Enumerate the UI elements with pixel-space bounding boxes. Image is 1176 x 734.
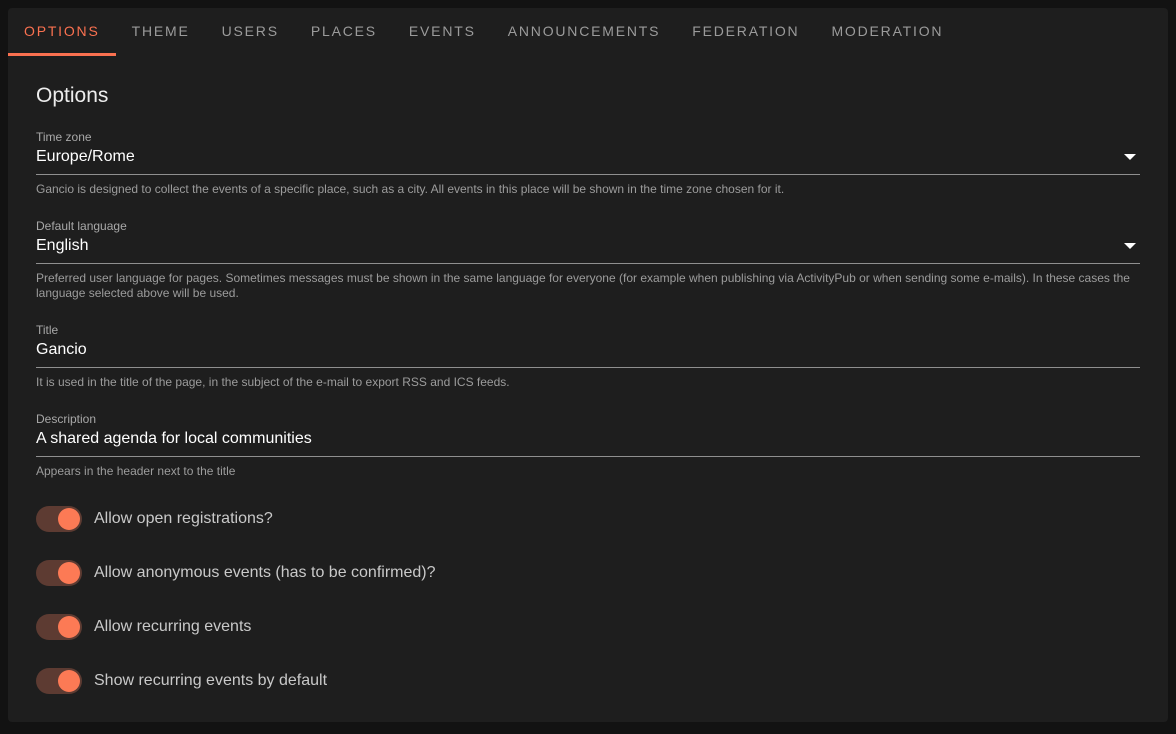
toggle-list [36,505,1140,695]
language-hint: Preferred user language for pages. Sometimes messages must be shown in the same language for everyone (for example when publishing via ActivityPub or when sending some e-mails). In these cases the language selected above will be used. [36,271,1130,300]
toggle-row-recurring-events [36,613,1140,641]
recurring-events-toggle[interactable] [36,614,82,640]
tab-federation[interactable]: FEDERATION [692,22,800,39]
timezone-value: Europe/Rome [36,148,135,165]
admin-panel-card [8,8,1168,722]
tab-places[interactable]: PLACES [310,22,377,39]
options-panel [8,84,1168,695]
language-field [36,219,1140,301]
toggle-row-anonymous-events [36,559,1140,587]
tab-options[interactable]: OPTIONS [8,8,116,56]
timezone-label: Time zone [36,130,92,144]
tab-moderation[interactable]: MODERATION [831,22,944,39]
title-hint: It is used in the title of the page, in the subject of the e-mail to export RSS and ICS feeds. [36,375,510,389]
toggle-knob [58,508,80,530]
chevron-down-icon[interactable] [1124,243,1136,249]
toggle-knob [58,616,80,638]
timezone-select[interactable] [36,144,1140,175]
title-field [36,323,1140,390]
toggle-label: Allow open registrations? [94,510,273,527]
tab-users[interactable]: USERS [221,22,279,39]
toggle-knob [58,562,80,584]
tab-announcements[interactable]: ANNOUNCEMENTS [507,22,661,39]
timezone-hint: Gancio is designed to collect the events of a specific place, such as a city. All events in this place will be shown in the time zone chosen for it. [36,182,785,196]
toggle-label: Show recurring events by default [94,672,328,689]
title-label: Title [36,323,59,337]
language-label: Default language [36,219,127,233]
page-title: Options [36,84,109,107]
description-field [36,412,1140,479]
tab-theme[interactable]: THEME [131,22,190,39]
toggle-row-open-registrations [36,505,1140,533]
language-value: English [36,237,89,254]
show-recurring-toggle[interactable] [36,668,82,694]
title-input-wrap [36,337,1140,368]
toggle-label: Allow recurring events [94,618,252,635]
toggle-row-show-recurring [36,667,1140,695]
title-input[interactable] [36,341,1140,359]
toggle-knob [58,670,80,692]
description-hint: Appears in the header next to the title [36,464,236,478]
timezone-field [36,130,1140,197]
tab-events[interactable]: EVENTS [408,22,476,39]
open-registrations-toggle[interactable] [36,506,82,532]
chevron-down-icon[interactable] [1124,154,1136,160]
description-label: Description [36,412,97,426]
anonymous-events-toggle[interactable] [36,560,82,586]
admin-tab-bar [8,8,1168,56]
description-input-wrap [36,426,1140,457]
language-select[interactable] [36,233,1140,264]
description-input[interactable] [36,430,1140,448]
toggle-label: Allow anonymous events (has to be confirmed)? [94,564,436,581]
